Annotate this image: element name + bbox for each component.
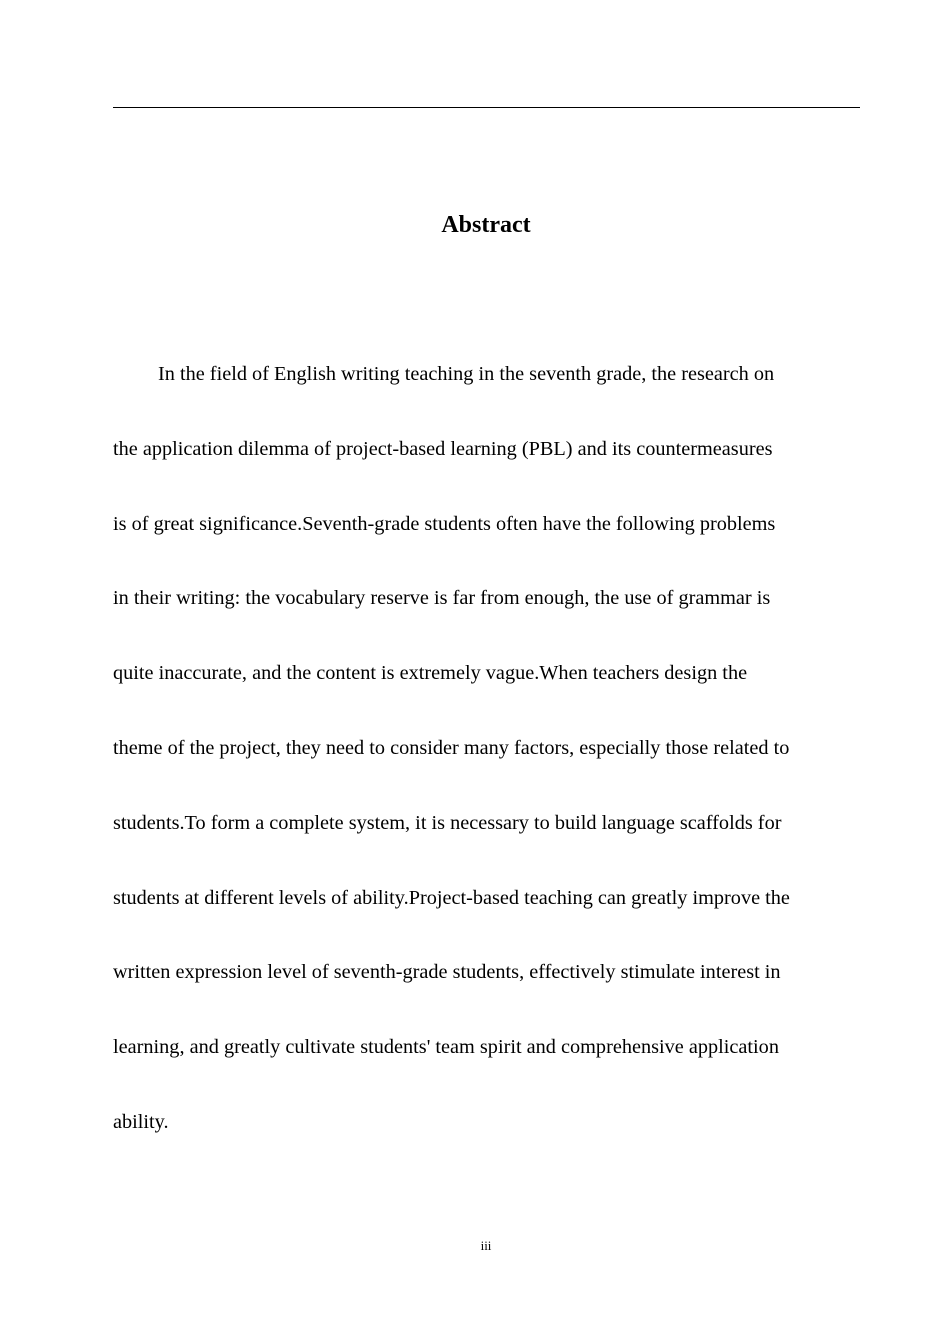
- abstract-line: In the field of English writing teaching in the seventh grade, the research on: [158, 363, 775, 385]
- abstract-line: the application dilemma of project-based learning (PBL) and its countermeasures: [113, 437, 773, 460]
- abstract-line: theme of the project, they need to consider many factors, especially those related to: [113, 736, 790, 759]
- abstract-line: quite inaccurate, and the content is extremely vague.When teachers design the: [113, 662, 748, 685]
- header-rule: [113, 107, 860, 108]
- abstract-line: is of great significance.Seventh-grade students often have the following problems: [113, 512, 776, 535]
- page-title: Abstract: [441, 212, 531, 238]
- page-number: iii: [480, 1238, 492, 1253]
- abstract-line: students.To form a complete system, it is necessary to build language scaffolds for: [113, 811, 782, 834]
- abstract-line: learning, and greatly cultivate students' team spirit and comprehensive application: [113, 1036, 779, 1059]
- abstract-line: ability.: [113, 1110, 169, 1133]
- abstract-body: [113, 337, 860, 1160]
- abstract-line: written expression level of seventh-grade students, effectively stimulate interest in: [113, 961, 781, 984]
- abstract-line: in their writing: the vocabulary reserve is far from enough, the use of grammar is: [113, 587, 771, 610]
- abstract-line: students at different levels of ability.Project-based teaching can greatly improve the: [113, 886, 790, 909]
